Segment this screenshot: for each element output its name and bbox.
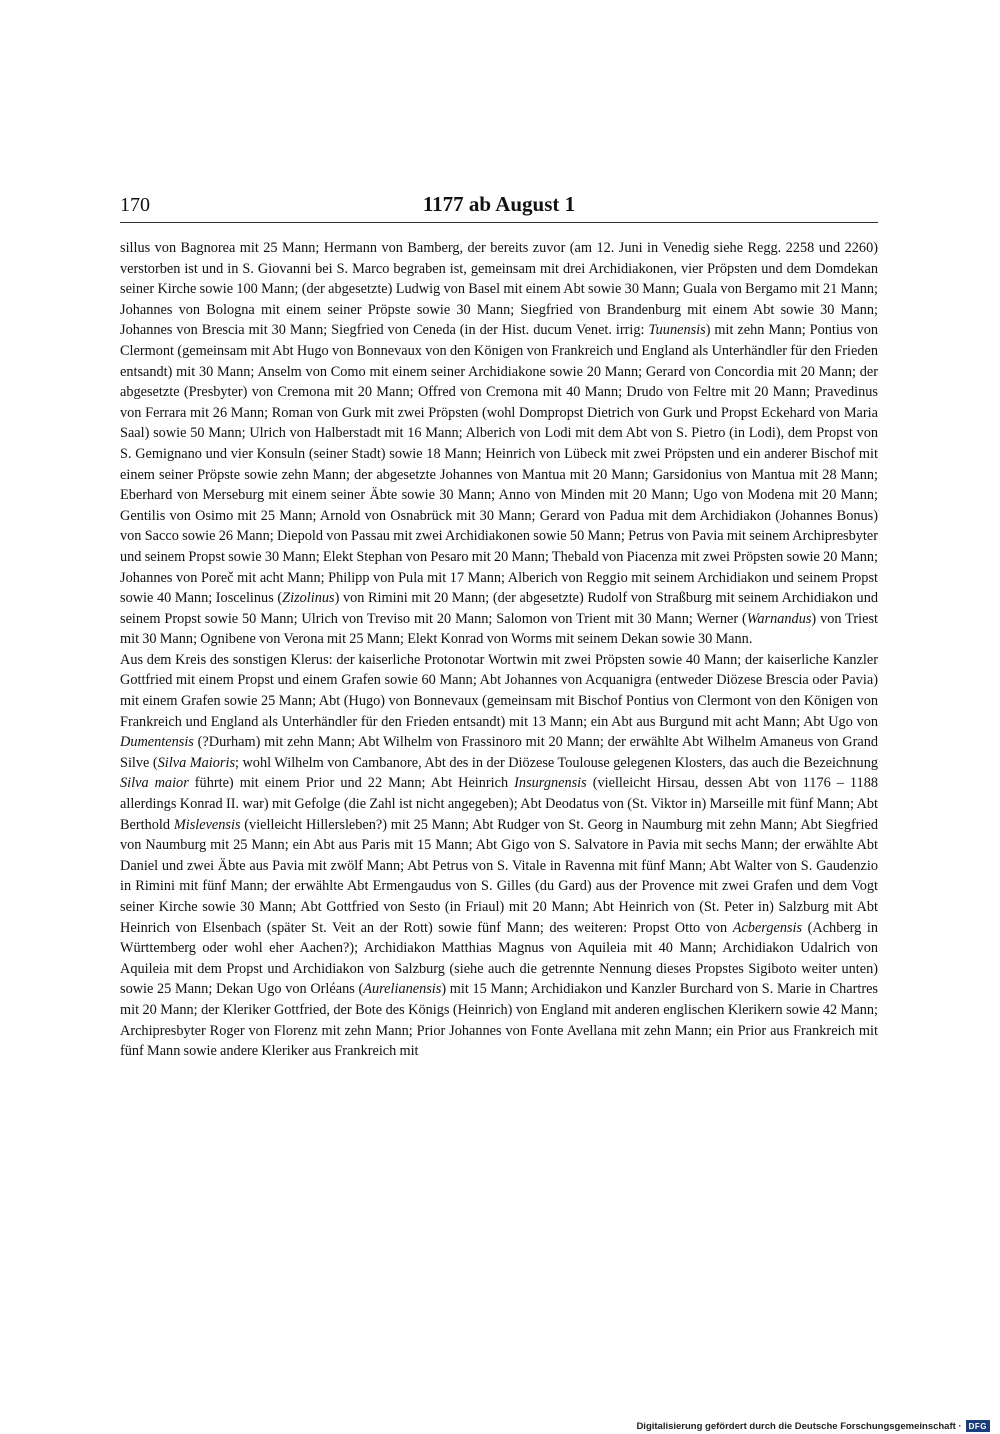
italic-term: Insurgnensis xyxy=(514,775,587,792)
text-run: ) mit zehn Mann; Pontius von Clermont (gemeinsam mit Abt Hugo von Bonnevaux von den Königen von Frankreich und England als Unterhändler für den Frieden entsandt) mit 30 Mann; Anselm von Como mit einem seiner Archidiakone sowie 20 Mann; Gerard von Concordia mit 20 Mann; der abgesetzte (Presbyter) von Cremona mit 20 Mann; Offred von Cremona mit 40 Mann; Drudo von Feltre mit 20 Mann; Pravedinus von Ferrara mit 26 Mann; Roman von Gurk mit zwei Pröpsten (wohl Dompropst Dietrich von Gurk und Propst Eckehard von Maria Saal) sowie 50 Mann; Ulrich von Halberstadt mit 16 Mann; Alberich von Lodi mit dem Abt von S. Pietro (in Lodi), dem Propst von S. Gemignano und vier Konsuln (seiner Stadt) sowie 18 Mann; Heinrich von Lübeck mit zwei Pröpsten und ein anderer Bischof mit einem seiner Pröpste sowie zehn Mann; der abgesetzte Johannes von Mantua mit 20 Mann; Garsidonius von Mantua mit 28 Mann; Eberhard von Merseburg mit einem seiner Äbte sowie 30 Mann; Anno von Minden mit 20 Mann; Ugo von Modena mit 20 Mann; Gentilis von Osimo mit 25 Mann; Arnold von Osnabrück mit 30 Mann; Gerard von Padua mit dem Archidiakon (Johannes Bonus) von Sacco sowie 26 Mann; Diepold von Passau mit zwei Archidiakonen sowie 50 Mann; Petrus von Pavia mit seinem Archipresbyter und seinem Propst sowie 30 Mann; Elekt Stephan von Pesaro mit 20 Mann; Thebald von Piacenza mit zwei Pröpsten sowie 20 Mann; Johannes von Poreč mit acht Mann; Philipp von Pula mit 17 Mann; Alberich von Reggio mit seinem Archidiakon und seinem Propst sowie 40 Mann; Ioscelinus ( xyxy=(120,322,878,607)
italic-term: Silva Maioris xyxy=(157,754,236,771)
italic-term: Aurelianensis xyxy=(363,981,442,998)
text-run: Aus dem Kreis des sonstigen Klerus: der kaiserliche Protonotar Wortwin mit zwei Pröpsten sowie 40 Mann; der kaiserliche Kanzler Gottfried mit einem Propst und einem Grafen sowie 60 Mann; Abt Johannes von Acquanigra (entweder Diözese Brescia oder Pavia) mit einem Grafen sowie 25 Mann; Abt (Hugo) von Bonnevaux (gemeinsam mit Bischof Pontius von Clermont von den Königen von Frankreich und England als Unterhändler für den Frieden entsandt) mit 13 Mann; ein Abt aus Burgund mit acht Mann; Abt Ugo von xyxy=(120,651,878,730)
paragraph-clergy xyxy=(120,650,878,1062)
text-run: ; wohl Wilhelm von Cambanore, Abt des in der Diözese Toulouse gelegenen Klosters, das auch die Bezeichnung xyxy=(235,754,879,771)
footer-text: Digitalisierung gefördert durch die Deutsche Forschungsgemeinschaft · xyxy=(636,1420,962,1432)
italic-term: Mislevensis xyxy=(173,816,241,833)
paragraph-bishops xyxy=(120,238,878,650)
italic-term: Tuunensis xyxy=(648,322,706,339)
page-header xyxy=(120,194,878,220)
text-run: (vielleicht Hillersleben?) mit 25 Mann; Abt Rudger von St. Georg in Naumburg mit zehn Mann; Abt Siegfried von Naumburg mit 25 Mann; ein Abt aus Paris mit 15 Mann; Abt Gigo von S. Salvatore in Pavia mit sechs Mann; der erwählte Abt Daniel und zwei Äbte aus Pavia mit zwölf Mann; Abt Petrus von S. Vitale in Ravenna mit fünf Mann; Abt Walter von S. Gaudenzio in Rimini mit fünf Mann; der erwählte Abt Ermengaudus von S. Gilles (du Gard) aus der Provence mit zwei Grafen und dem Vogt seiner Kirche sowie 30 Mann; Abt Gottfried von Sesto (in Friaul) mit 20 Mann; Abt Heinrich von (St. Peter in) Salzburg mit Abt Heinrich von Elsenbach (später St. Veit an der Rott) sowie fünf Mann; des weiteren: Propst Otto von xyxy=(120,816,878,936)
header-rule xyxy=(120,222,878,223)
italic-term: Acbergensis xyxy=(732,919,803,936)
footer-credit xyxy=(636,1419,990,1433)
text-run: ) von Triest mit 30 Mann; Ognibene von Verona mit 25 Mann; Elekt Konrad von Worms mit seinem Dekan sowie 30 Mann. xyxy=(120,610,878,648)
running-title: 1177 ab August 1 xyxy=(422,192,576,216)
text-run: (?Durham) mit zehn Mann; Abt Wilhelm von Frassinoro mit 20 Mann; der erwählte Abt Wilhelm Amaneus von Grand Silve ( xyxy=(120,734,878,771)
text-run: ) von Rimini mit 20 Mann; (der abgesetzte) Rudolf von Straßburg mit seinem Archidiakon und seinem Propst sowie 50 Mann; Ulrich von Treviso mit 20 Mann; Salomon von Trient mit 30 Mann; Werner ( xyxy=(120,590,878,627)
italic-term: Zizolinus xyxy=(282,590,335,607)
text-run: (Achberg in Württemberg oder wohl eher Aachen?); Archidiakon Matthias Magnus von Aquileia mit 40 Mann; Archidiakon Udalrich von Aquileia mit dem Propst und Archidiakon von Salzburg (siehe auch die getrennte Nennung dieses Propstes Sigiboto weiter unten) sowie 25 Mann; Dekan Ugo von Orléans ( xyxy=(120,919,878,998)
page-number: 170 xyxy=(120,194,150,216)
text-run: führte) mit einem Prior und 22 Mann; Abt Heinrich xyxy=(188,775,515,792)
italic-term: Warnandus xyxy=(746,610,812,627)
italic-term: Dumentensis xyxy=(120,734,194,751)
text-run: sillus von Bagnorea mit 25 Mann; Hermann von Bamberg, der bereits zuvor (am 12. Juni in Venedig siehe Regg. 2258 und 2260) verstorben ist und in S. Giovanni bei S. Marco begraben ist, gemeinsam mit drei Archidiakonen, vier Pröpsten und dem Domdekan seiner Kirche sowie 100 Mann; (der abgesetzte) Ludwig von Basel mit einem Abt sowie 30 Mann; Guala von Bergamo mit 21 Mann; Johannes von Bologna mit einem seiner Pröpste sowie 30 Mann; Siegfried von Brandenburg mit einem Abt sowie 30 Mann; Johannes von Brescia mit 30 Mann; Siegfried von Ceneda (in der Hist. ducum Venet. irrig: xyxy=(120,240,878,339)
body-text xyxy=(120,238,878,1062)
text-run: (vielleicht Hirsau, dessen Abt von 1176 – 1188 allerdings Konrad II. war) mit Gefolge (die Zahl ist nicht angegeben); Abt Deodatus von (St. Viktor in) Marseille mit fünf Mann; Abt Berthold xyxy=(120,775,878,833)
italic-term: Silva maior xyxy=(120,775,189,792)
text-run: ) mit 15 Mann; Archidiakon und Kanzler Burchard von S. Marie in Chartres mit 20 Mann; der Kleriker Gottfried, der Bote des Königs (Heinrich) von England mit anderen englischen Klerikern sowie 42 Mann; Archipresbyter Roger von Florenz mit zehn Mann; Prior Johannes von Fonte Avellana mit zehn Mann; ein Prior aus Frankreich mit fünf Mann sowie andere Kleriker aus Frankreich mit xyxy=(120,981,878,1060)
dfg-logo: DFG xyxy=(966,1420,990,1432)
